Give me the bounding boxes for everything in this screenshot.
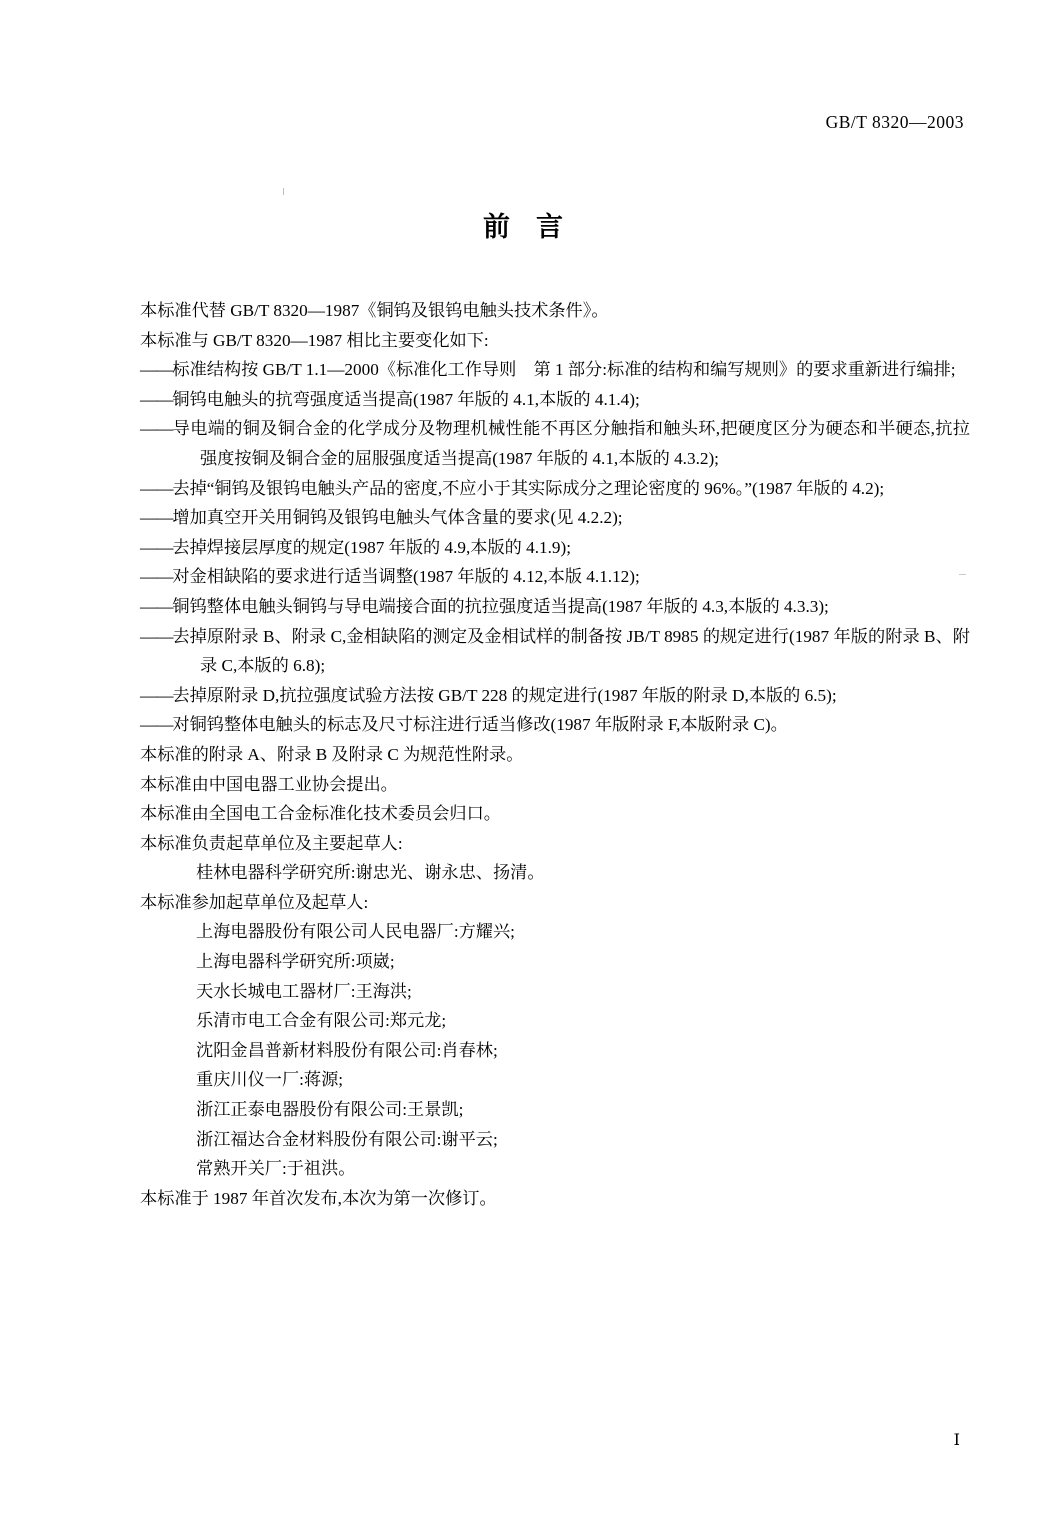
participant-item: 浙江福达合金材料股份有限公司:谢平云; bbox=[196, 1129, 498, 1149]
change-item bbox=[140, 474, 970, 504]
statement-line: 本标准参加起草单位及起草人: bbox=[140, 892, 369, 912]
main-drafters: 桂林电器科学研究所:谢忠光、谢永忠、扬清。 bbox=[196, 863, 545, 883]
intro-line: 本标准与 GB/T 8320—1987 相比主要变化如下: bbox=[140, 330, 489, 350]
dash-marker: —— bbox=[140, 537, 173, 557]
closing-line: 本标准于 1987 年首次发布,本次为第一次修订。 bbox=[140, 1188, 497, 1208]
participant-item: 乐清市电工合金有限公司:郑元龙; bbox=[196, 1011, 447, 1031]
change-item-text: 铜钨电触头的抗弯强度适当提高(1987 年版的 4.1,本版的 4.1.4); bbox=[172, 389, 640, 409]
change-item bbox=[140, 622, 970, 681]
change-item-text: 去掉原附录 D,抗拉强度试验方法按 GB/T 228 的规定进行(1987 年版的附录 D,本版的 6.5); bbox=[172, 685, 837, 705]
dash-marker: —— bbox=[140, 389, 173, 409]
dash-marker: —— bbox=[140, 508, 173, 528]
dash-marker: —— bbox=[140, 715, 173, 735]
change-item-text: 对金相缺陷的要求进行适当调整(1987 年版的 4.12,本版 4.1.12); bbox=[172, 567, 640, 587]
change-item-text: 标准结构按 GB/T 1.1—2000《标准化工作导则 第 1 部分:标准的结构和编写规则》的要求重新进行编排; bbox=[172, 360, 956, 380]
participant-item: 沈阳金昌普新材料股份有限公司:肖春林; bbox=[196, 1040, 498, 1060]
change-item bbox=[140, 533, 970, 563]
participant-item: 天水长城电工器材厂:王海洪; bbox=[196, 981, 412, 1001]
statement-line: 本标准由全国电工合金标准化技术委员会归口。 bbox=[140, 804, 501, 824]
change-item bbox=[140, 414, 970, 473]
change-item-text: 去掉原附录 B、附录 C,金相缺陷的测定及金相试样的制备按 JB/T 8985 的规定进行(1987 年版的附录 B、附录 C,本版的 6.8); bbox=[172, 626, 970, 676]
dash-marker: —— bbox=[140, 626, 173, 646]
dash-marker: —— bbox=[140, 685, 173, 705]
participant-item: 常熟开关厂:于祖洪。 bbox=[196, 1159, 356, 1179]
dash-marker: —— bbox=[140, 478, 173, 498]
statement-line: 本标准负责起草单位及主要起草人: bbox=[140, 833, 403, 853]
standard-code-header: GB/T 8320—2003 bbox=[825, 112, 964, 132]
change-item bbox=[140, 710, 970, 740]
change-item bbox=[140, 385, 970, 415]
statement-line: 本标准的附录 A、附录 B 及附录 C 为规范性附录。 bbox=[140, 744, 524, 764]
page-number: Ⅰ bbox=[953, 1432, 960, 1449]
registration-tick-left bbox=[283, 188, 284, 195]
dash-marker: —— bbox=[140, 419, 173, 439]
dash-marker: —— bbox=[140, 596, 173, 616]
change-item-text: 铜钨整体电触头铜钨与导电端接合面的抗拉强度适当提高(1987 年版的 4.3,本版的 4.3.3); bbox=[172, 596, 829, 616]
dash-marker: —— bbox=[140, 360, 173, 380]
change-item bbox=[140, 355, 970, 385]
change-item bbox=[140, 681, 970, 711]
document-body bbox=[140, 296, 970, 1213]
change-item bbox=[140, 562, 970, 592]
change-item-text: 去掉焊接层厚度的规定(1987 年版的 4.9,本版的 4.1.9); bbox=[172, 537, 572, 557]
participant-item: 上海电器科学研究所:项崴; bbox=[196, 952, 395, 972]
dash-marker: —— bbox=[140, 567, 173, 587]
statement-line: 本标准由中国电器工业协会提出。 bbox=[140, 774, 398, 794]
change-item bbox=[140, 503, 970, 533]
change-item bbox=[140, 592, 970, 622]
change-item-text: 去掉“铜钨及银钨电触头产品的密度,不应小于其实际成分之理论密度的 96%。”(1987 年版的 4.2); bbox=[172, 478, 885, 498]
change-item-text: 增加真空开关用铜钨及银钨电触头气体含量的要求(见 4.2.2); bbox=[172, 508, 623, 528]
participant-item: 浙江正泰电器股份有限公司:王景凯; bbox=[196, 1100, 464, 1120]
change-item-text: 对铜钨整体电触头的标志及尺寸标注进行适当修改(1987 年版附录 F,本版附录 C)。 bbox=[172, 715, 788, 735]
page-title: 前言 bbox=[483, 212, 589, 243]
intro-line: 本标准代替 GB/T 8320—1987《铜钨及银钨电触头技术条件》。 bbox=[140, 301, 609, 320]
participant-item: 重庆川仪一厂:蒋源; bbox=[196, 1070, 344, 1090]
change-item-text: 导电端的铜及铜合金的化学成分及物理机械性能不再区分触指和触头环,把硬度区分为硬态和半硬态,抗拉强度按铜及铜合金的屈服强度适当提高(1987 年版的 4.1,本版的 4.3.2); bbox=[172, 419, 970, 468]
participant-item: 上海电器股份有限公司人民电器厂:方耀兴; bbox=[196, 922, 515, 942]
